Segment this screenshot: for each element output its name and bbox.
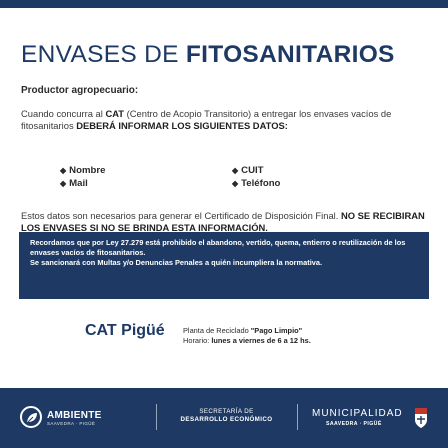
field-mail [60, 178, 88, 189]
cat-hours-value: lunes a viernes de 6 a 12 hs. [211, 336, 311, 345]
intro-bold: DEBERÁ INFORMAR LOS SIGUIENTES DATOS: [76, 119, 288, 131]
legal-notice-line-1: Recordamos que por Ley 27.279 está prohibido el abandono, vertido, quema, entierro o reutilización de los envases vacíos de fitosanitarios. [30, 238, 406, 257]
note-bold: NO SE RECIBIRAN LOS ENVASES SI NO SE BRINDA ESTA INFORMACIÓN. [21, 210, 425, 233]
footer [0, 388, 448, 448]
footer-divider [297, 404, 298, 430]
field-telefono-label: Teléfono [241, 178, 281, 189]
field-nombre [60, 165, 105, 176]
legal-notice-line-2: Se sancionará con Multas y/o Denuncias Penales a quién incumpliera la normativa. [30, 258, 323, 267]
secretaria-line-2: DESARROLLO ECONÓMICO [180, 416, 273, 423]
secretaria-logo [156, 408, 297, 424]
cat-hours-label: Horario: [183, 336, 212, 345]
leaf-icon [25, 411, 39, 425]
ambiente-subtext: SAAVEDRA · PIGÜÉ [47, 421, 96, 426]
field-telefono [232, 178, 280, 189]
cat-plant [183, 326, 311, 336]
secretaria-line-1: SECRETARÍA DE [199, 408, 254, 415]
cat-info [183, 326, 311, 346]
title-bold: FITOSANITARIOS [185, 41, 395, 68]
shield-icon [414, 407, 428, 429]
cat-title: CAT Pigüé [85, 322, 165, 339]
bullet-icon: ◆ [232, 179, 239, 188]
cat-hours [183, 336, 311, 346]
top-bar [0, 0, 448, 8]
ambiente-logo [20, 406, 120, 430]
bullet-icon: ◆ [60, 166, 67, 175]
cat-plant-label: Planta de Reciclado [183, 326, 251, 335]
intro-text-1: Cuando concurra al [21, 108, 106, 119]
field-nombre-label: Nombre [69, 165, 106, 176]
page-title [21, 41, 431, 69]
note-paragraph [21, 210, 431, 233]
bullet-icon: ◆ [232, 166, 239, 175]
bullet-icon: ◆ [60, 179, 67, 188]
legal-notice [19, 232, 429, 299]
intro-paragraph [21, 108, 431, 131]
intro-text-2: (Centro de Acopio Transitorio) a entregar los envases vacíos de fitosanitarios [21, 108, 392, 131]
field-cuit-label: CUIT [241, 165, 264, 176]
intro-cat: CAT [105, 108, 125, 119]
cat-plant-name: "Pago Limpio" [250, 326, 303, 335]
audience-label: Productor agropecuario: [21, 85, 139, 96]
ambiente-text: AMBIENTE [47, 410, 102, 421]
field-cuit [232, 165, 264, 176]
municipalidad-subtext: SAAVEDRA · PIGÜÉ [326, 421, 382, 427]
field-mail-label: Mail [69, 178, 88, 189]
note-text: Estos datos son necesarios para generar el Certificado de Disposición Final. [21, 210, 341, 221]
required-fields [0, 165, 448, 199]
municipalidad-text: MUNICIPALIDAD [312, 408, 403, 419]
ambiente-circle-icon [20, 406, 42, 428]
title-light: ENVASES DE [21, 41, 186, 68]
